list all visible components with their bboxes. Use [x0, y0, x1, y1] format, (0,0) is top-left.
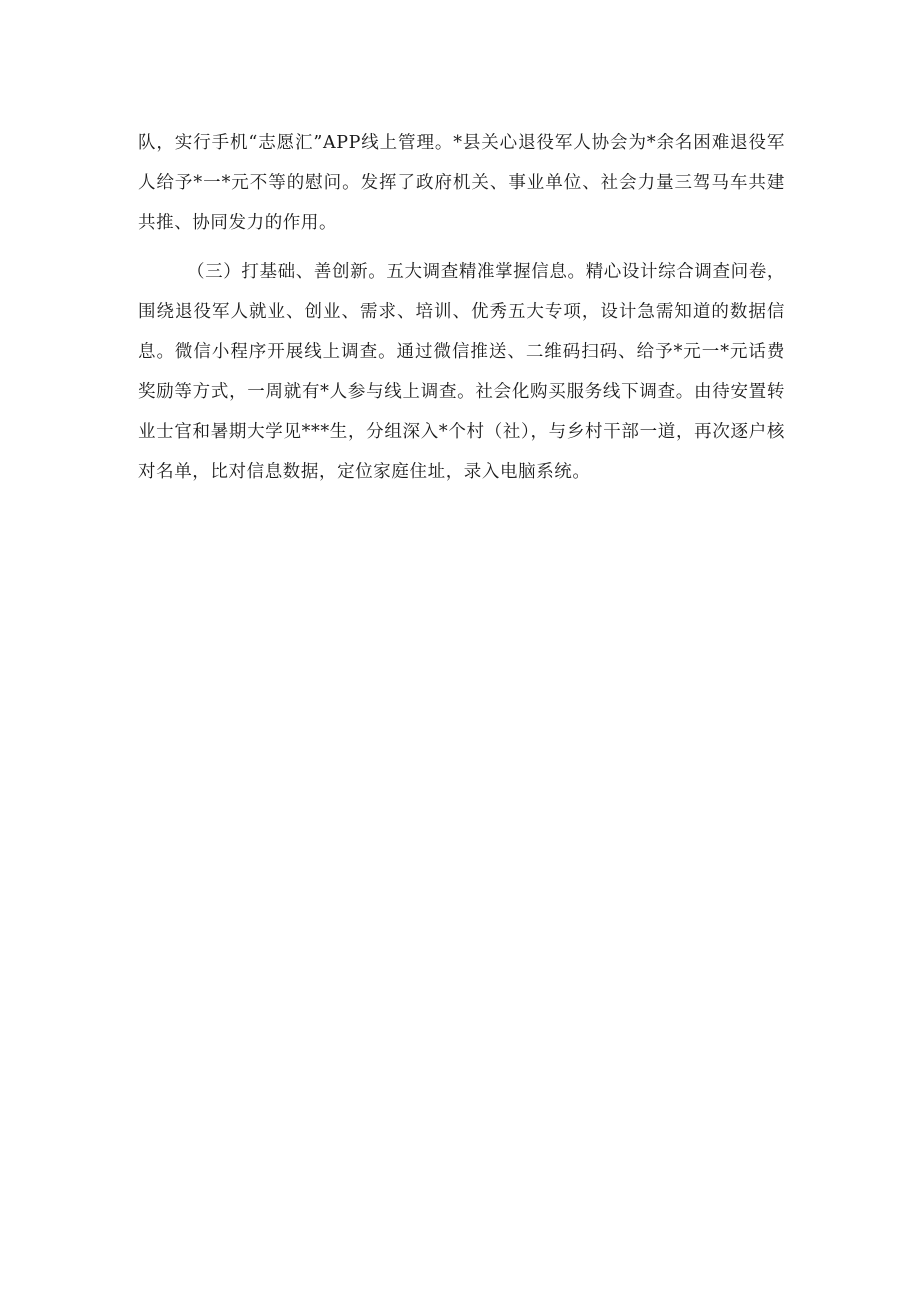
paragraph-section-three: （三）打基础、善创新。五大调查精准掌握信息。精心设计综合调查问卷，围绕退役军人就业、创业、需求、培训、优秀五大专项，设计急需知道的数据信息。微信小程序开展线上调查。通过微信推送、二维码扫码、给予*元一*元话费奖励等方式，一周就有*人参与线上调查。社会化购买服务线下调查。由待安置转业士官和暑期大学见***生，分组深入*个村（社），与乡村干部一道，再次逐户核对名单，比对信息数据，定位家庭住址，录入电脑系统。	[138, 262, 785, 482]
document-body	[138, 123, 785, 492]
paragraph-continuation: 队，实行手机“志愿汇”APP线上管理。*县关心退役军人协会为*余名困难退役军人给予*一*元不等的慰问。发挥了政府机关、事业单位、社会力量三驾马车共建共推、协同发力的作用。	[138, 133, 785, 233]
